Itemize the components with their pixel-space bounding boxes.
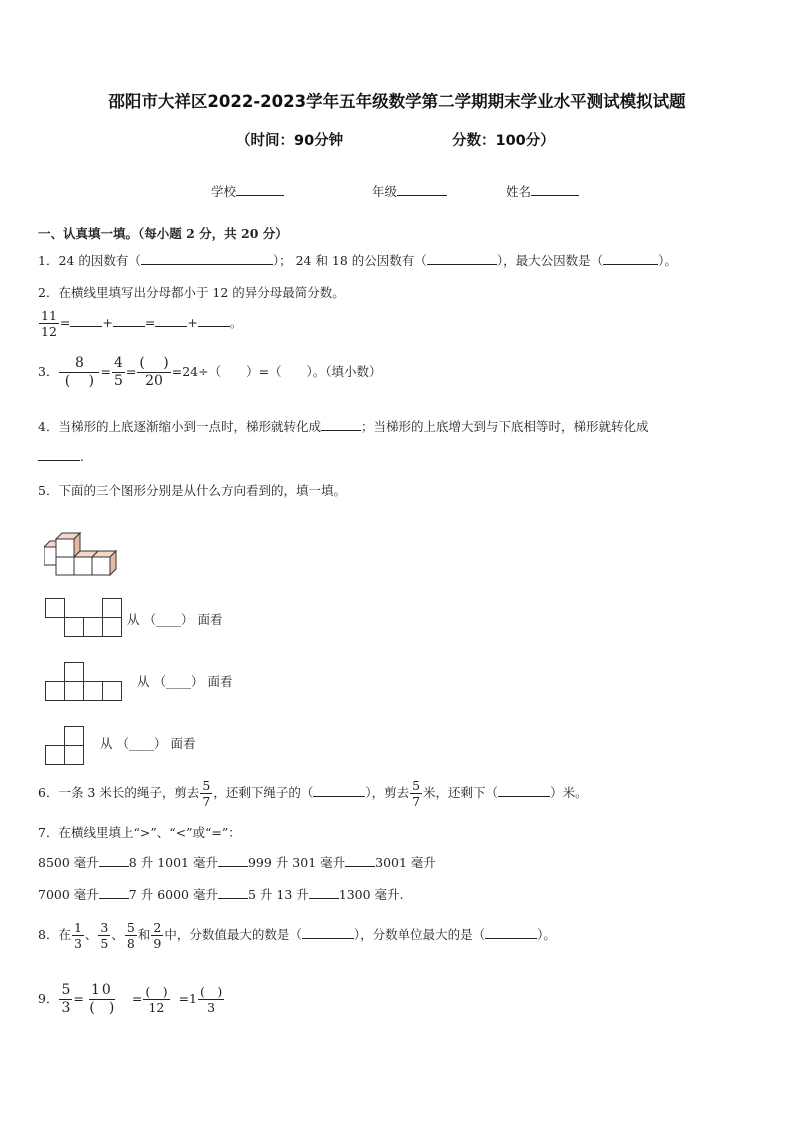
question-2-equation: $\frac{11}{12}$ = + = + 。 <box>41 308 243 339</box>
q2-blank-2[interactable] <box>113 314 145 327</box>
section-heading: 一、认真填一填。（每小题 2 分，共 20 分） <box>38 226 288 241</box>
view-1-figure <box>45 598 123 638</box>
view-2-answer: 从 （____） 面看 <box>137 674 233 689</box>
question-1: 1．24 的因数有（ ）； 24 和 18 的公因数有（ ），最大公因数是（ ）。 <box>38 253 677 268</box>
question-7-row-1: 8500 毫升 8 升 1001 毫升 999 升 301 毫升 3001 毫升 <box>38 855 436 870</box>
question-7-row-2: 7000 毫升 7 升 6000 毫升 5 升 13 升 1300 毫升. <box>38 887 404 902</box>
view-3-figure <box>45 726 85 766</box>
q7-blank[interactable] <box>99 886 129 899</box>
name-blank[interactable] <box>531 183 579 196</box>
q7-blank[interactable] <box>309 886 339 899</box>
exam-score: 分数：100分） <box>452 133 555 149</box>
q7-blank[interactable] <box>218 886 248 899</box>
cube-solid-figure <box>44 531 128 577</box>
q8-blank-2[interactable] <box>485 926 537 939</box>
grade-field: 年级 <box>372 182 447 200</box>
fraction: $\frac{5}{7}$ <box>202 778 211 809</box>
fraction: $\frac{( )}{12}$ <box>145 984 168 1015</box>
school-blank[interactable] <box>236 183 284 196</box>
fraction: $\frac{5}{8}$ <box>126 920 135 951</box>
q2-blank-4[interactable] <box>198 314 230 327</box>
question-8: 8．在 $\frac{1}{3}$ 、 $\frac{3}{5}$ 、 $\frac{5}{8}$ 和 $\frac{2}{9}$ 中，分数值最大的数是（ ），分数单位最大的是（ ）。 <box>38 920 556 951</box>
question-3: 3． $\frac{8}{( )}$ = $\frac{4}{5}$ = $\frac{( )}{20}$ =24÷（ ）=（ ）。（填小数） <box>38 355 382 389</box>
fraction: $\frac{8}{( )}$ <box>59 355 99 390</box>
fraction: $\frac{2}{9}$ <box>153 920 162 951</box>
page-title: 邵阳市大祥区2022-2023学年五年级数学第二学期期末学业水平测试模拟试题 <box>108 92 686 111</box>
q7-blank[interactable] <box>99 854 129 867</box>
view-2-blank[interactable]: （____） <box>153 674 204 689</box>
question-9: 9． $\frac{5}{3}$ = $\frac{10}{( )}$ = $\frac{( )}{12}$ =1 $\frac{( )}{3}$ <box>38 982 223 1016</box>
q8-blank-1[interactable] <box>302 926 354 939</box>
q7-blank[interactable] <box>345 854 375 867</box>
question-4-cont: . <box>38 448 84 464</box>
fraction: $\frac{1}{3}$ <box>73 920 82 951</box>
view-1-answer: 从 （____） 面看 <box>127 612 223 627</box>
q1-blank-3[interactable] <box>603 252 658 265</box>
fraction: $\frac{11}{12}$ <box>41 308 57 339</box>
q2-blank-3[interactable] <box>155 314 187 327</box>
fraction: $\frac{( )}{20}$ <box>139 355 169 389</box>
view-3-answer: 从 （____） 面看 <box>100 736 196 751</box>
name-field: 姓名 <box>506 182 579 200</box>
fraction: $\frac{10}{( )}$ <box>89 982 115 1016</box>
fraction: $\frac{5}{3}$ <box>61 982 71 1016</box>
q6-blank-2[interactable] <box>498 784 550 797</box>
question-7: 7．在横线里填上“>”、“<”或“=”： <box>38 825 241 840</box>
fraction: $\frac{4}{5}$ <box>113 355 123 389</box>
question-5: 5．下面的三个图形分别是从什么方向看到的，填一填。 <box>38 483 346 498</box>
question-6: 6．一条 3 米长的绳子，剪去 $\frac{5}{7}$ ，还剩下绳子的（ ），剪去 $\frac{5}{7}$ 米，还剩下（ ）米。 <box>38 778 588 809</box>
view-3-blank[interactable]: （____） <box>116 736 167 751</box>
fraction: $\frac{( )}{3}$ <box>200 984 223 1015</box>
q1-blank-1[interactable] <box>141 252 273 265</box>
fraction: $\frac{5}{7}$ <box>412 778 421 809</box>
q4-blank-1[interactable] <box>321 418 361 431</box>
q7-blank[interactable] <box>218 854 248 867</box>
school-field: 学校 <box>211 182 284 200</box>
grade-blank[interactable] <box>397 183 447 196</box>
q2-blank-1[interactable] <box>70 314 102 327</box>
question-4: 4．当梯形的上底逐渐缩小到一点时，梯形就转化成 ；当梯形的上底增大到与下底相等时，梯形就转化成 <box>38 419 649 434</box>
view-1-blank[interactable]: （____） <box>143 612 194 627</box>
q4-blank-2[interactable] <box>38 448 80 461</box>
view-2-figure <box>45 662 123 702</box>
q6-blank-1[interactable] <box>313 784 365 797</box>
q1-blank-2[interactable] <box>427 252 497 265</box>
question-2: 2．在横线里填写出分母都小于 12 的异分母最简分数。 <box>38 285 345 300</box>
exam-time: （时间：90分钟 <box>236 133 344 149</box>
fraction: $\frac{3}{5}$ <box>100 920 109 951</box>
